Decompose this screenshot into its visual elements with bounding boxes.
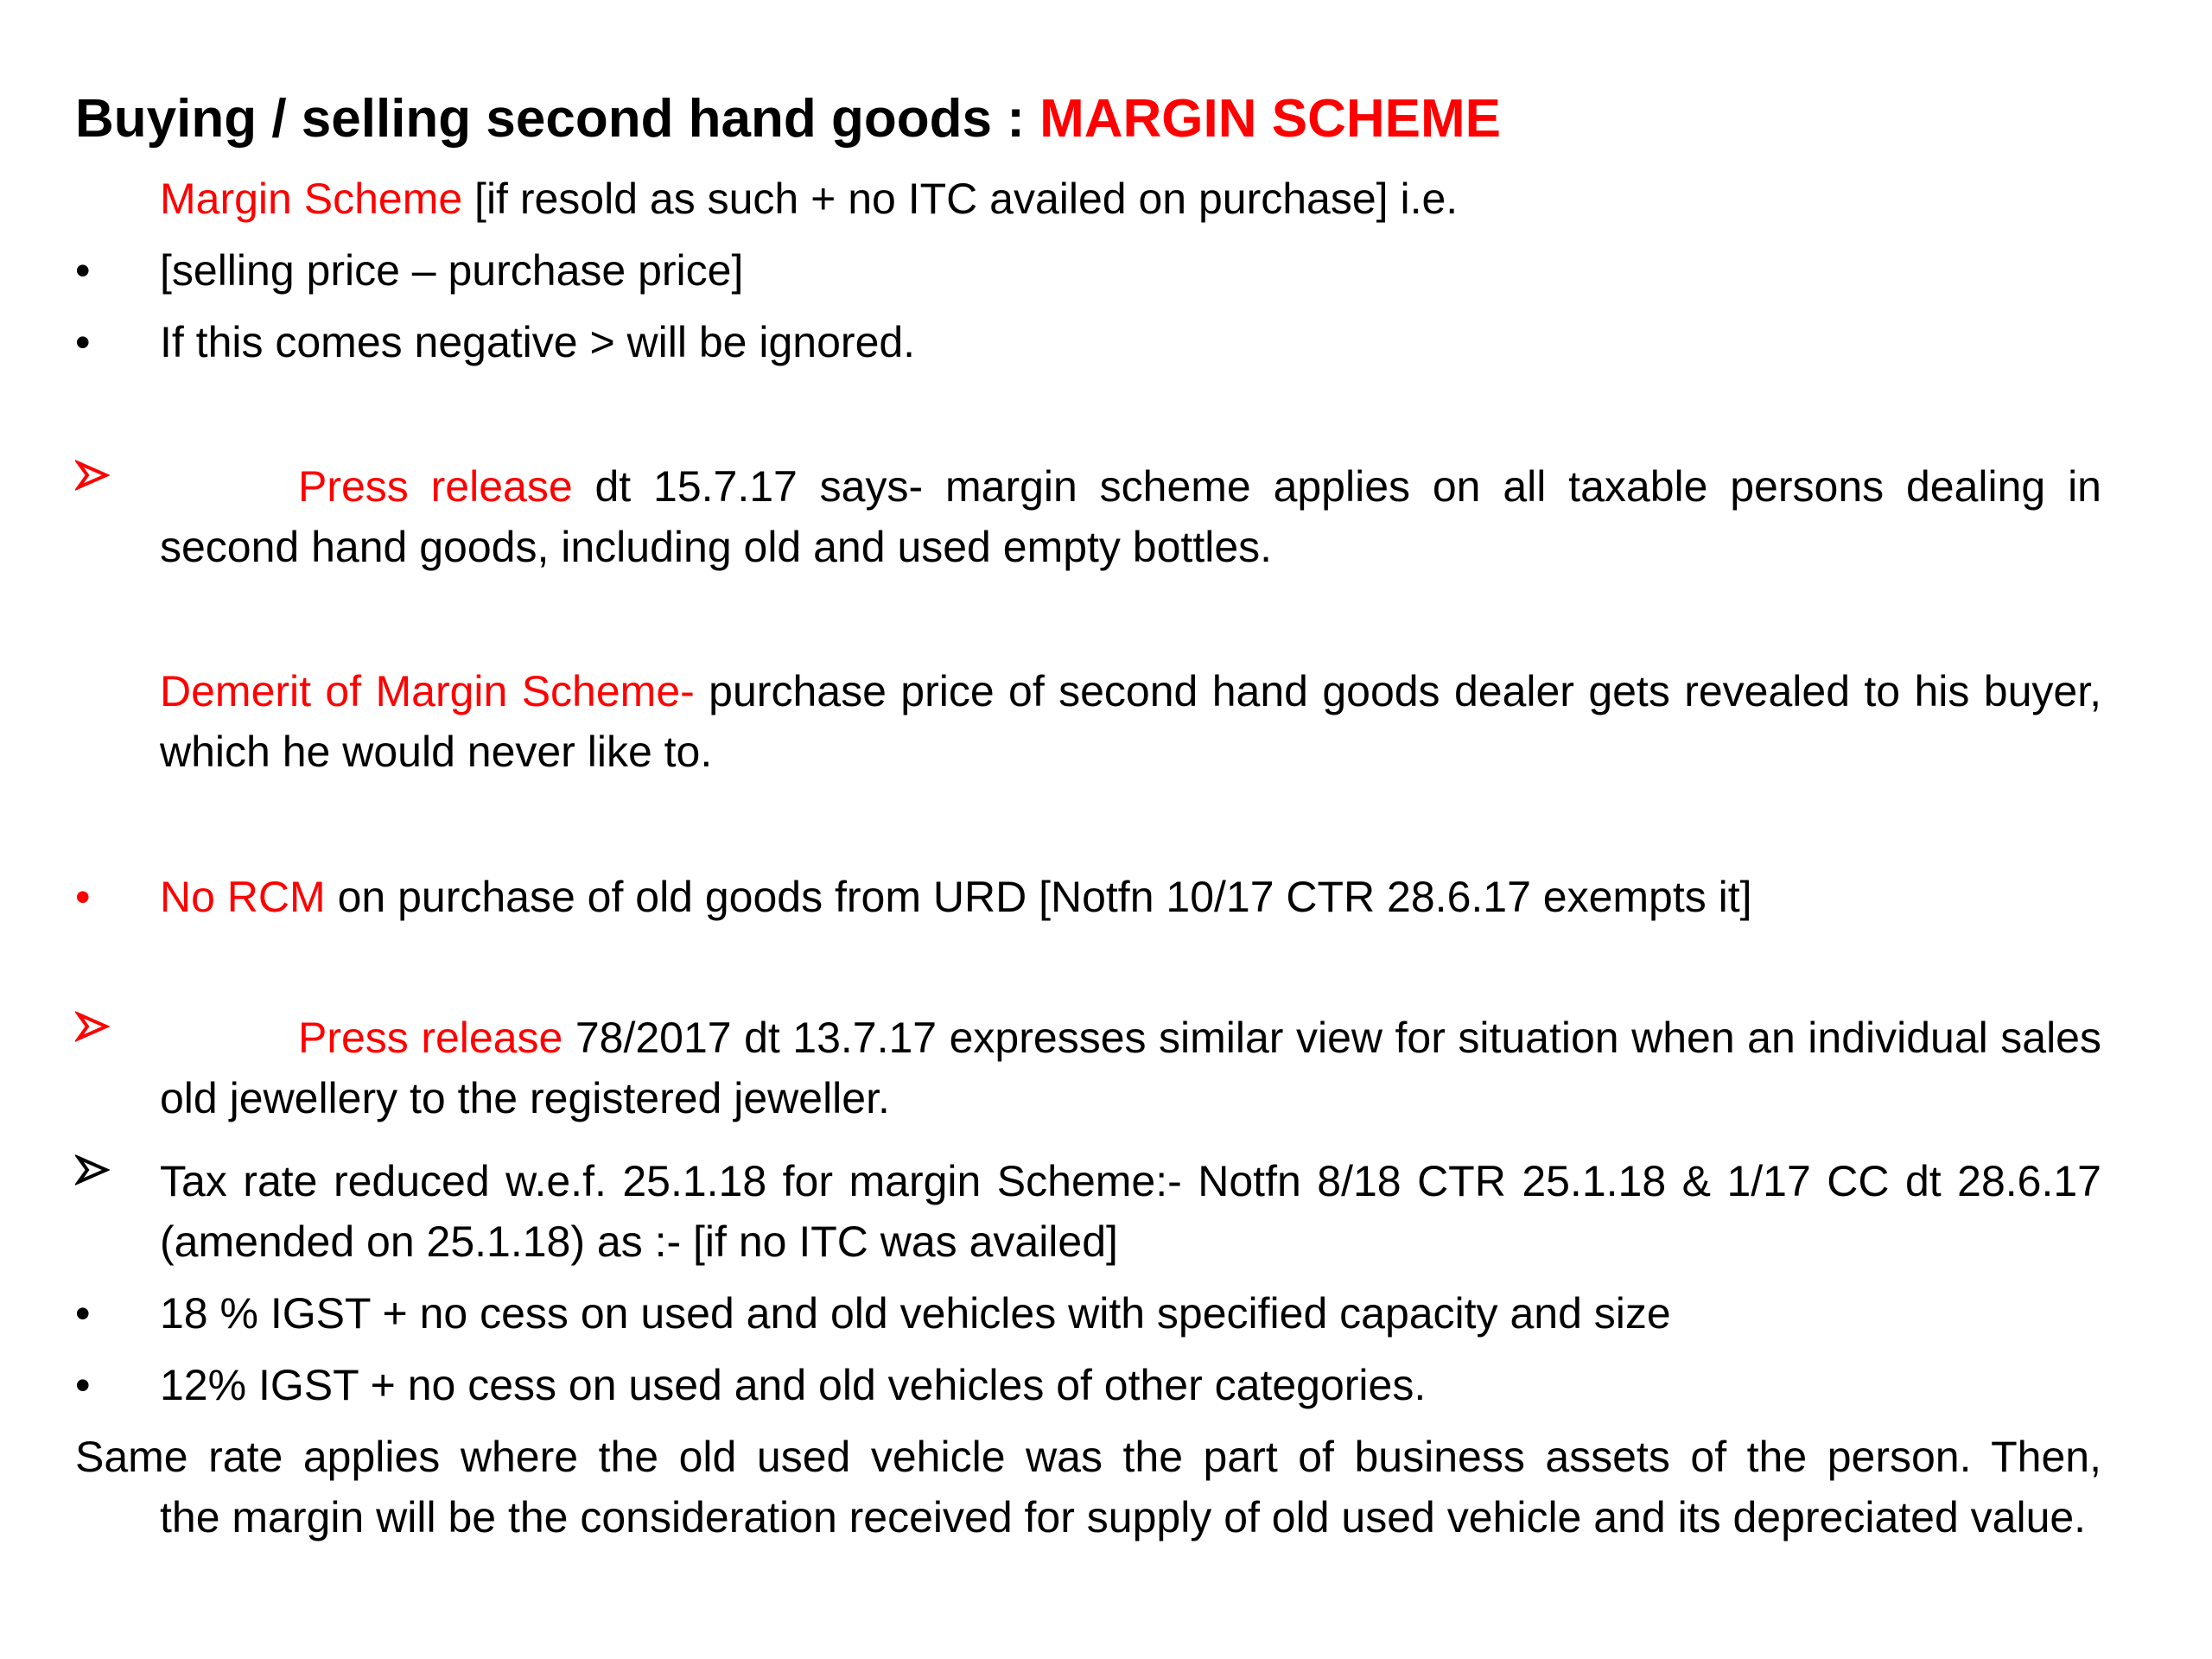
bullet-item: [selling price – purchase price] xyxy=(160,246,744,295)
press-release-1 xyxy=(160,456,2101,577)
demerit-highlight: Demerit of Margin Scheme- xyxy=(160,667,695,715)
slide-title xyxy=(75,85,1501,154)
press-release-1-text: dt 15.7.17 says- margin scheme applies on all taxable persons dealing in second hand goods, including old and used empty bottles. xyxy=(160,462,2101,571)
red-bullet-icon: • xyxy=(75,873,91,921)
no-rcm-text: on purchase of old goods from URD [Notfn 10/17 CTR 28.6.17 exempts it] xyxy=(325,873,1752,921)
intro-line xyxy=(160,168,1458,229)
no-rcm-line xyxy=(160,867,1752,927)
bullet-icon: • xyxy=(75,318,91,366)
intro-text: [if resold as such + no ITC availed on purchase] i.e. xyxy=(462,175,1459,223)
bullet-icon: • xyxy=(75,246,91,295)
closing-first-line: Same rate applies where the old used vehicle was the part of business assets of the person. Then, xyxy=(75,1433,2101,1481)
title-highlight: MARGIN SCHEME xyxy=(1039,89,1501,149)
press-release-2-highlight: Press release xyxy=(298,1014,563,1062)
closing-paragraph xyxy=(75,1427,2101,1548)
arrow-bullet-icon xyxy=(75,1153,127,1187)
red-arrow-bullet-icon xyxy=(75,458,127,493)
bullet-icon: • xyxy=(75,1289,91,1338)
red-arrow-bullet-icon xyxy=(75,1009,127,1044)
title-prefix: Buying / selling second hand goods : xyxy=(75,89,1040,149)
bullet-item: 18 % IGST + no cess on used and old vehicles with specified capacity and size xyxy=(160,1289,1671,1338)
bullet-item: If this comes negative > will be ignored. xyxy=(160,318,916,366)
demerit-paragraph xyxy=(160,661,2101,782)
no-rcm-highlight: No RCM xyxy=(160,873,326,921)
bullet-item: 12% IGST + no cess on used and old vehicles of other categories. xyxy=(160,1361,1427,1409)
intro-highlight: Margin Scheme xyxy=(160,175,463,223)
press-release-1-highlight: Press release xyxy=(298,462,573,511)
press-release-2 xyxy=(160,1007,2101,1128)
tax-rate-paragraph: Tax rate reduced w.e.f. 25.1.18 for margin Scheme:- Notfn 8/18 CTR 25.1.18 & 1/17 CC dt 28.6.17 (amended on 25.1.18) as :- [if no ITC was availed] xyxy=(160,1157,2101,1266)
demerit-text: purchase price of second hand goods dealer gets revealed to his buyer, which he would never like to. xyxy=(160,667,2101,776)
press-release-2-text: 78/2017 dt 13.7.17 expresses similar view for situation when an individual sales old jewellery to the registered jeweller. xyxy=(160,1014,2101,1122)
closing-rest: the margin will be the consideration received for supply of old used vehicle and its depreciated value. xyxy=(160,1493,2087,1541)
bullet-icon: • xyxy=(75,1361,91,1409)
